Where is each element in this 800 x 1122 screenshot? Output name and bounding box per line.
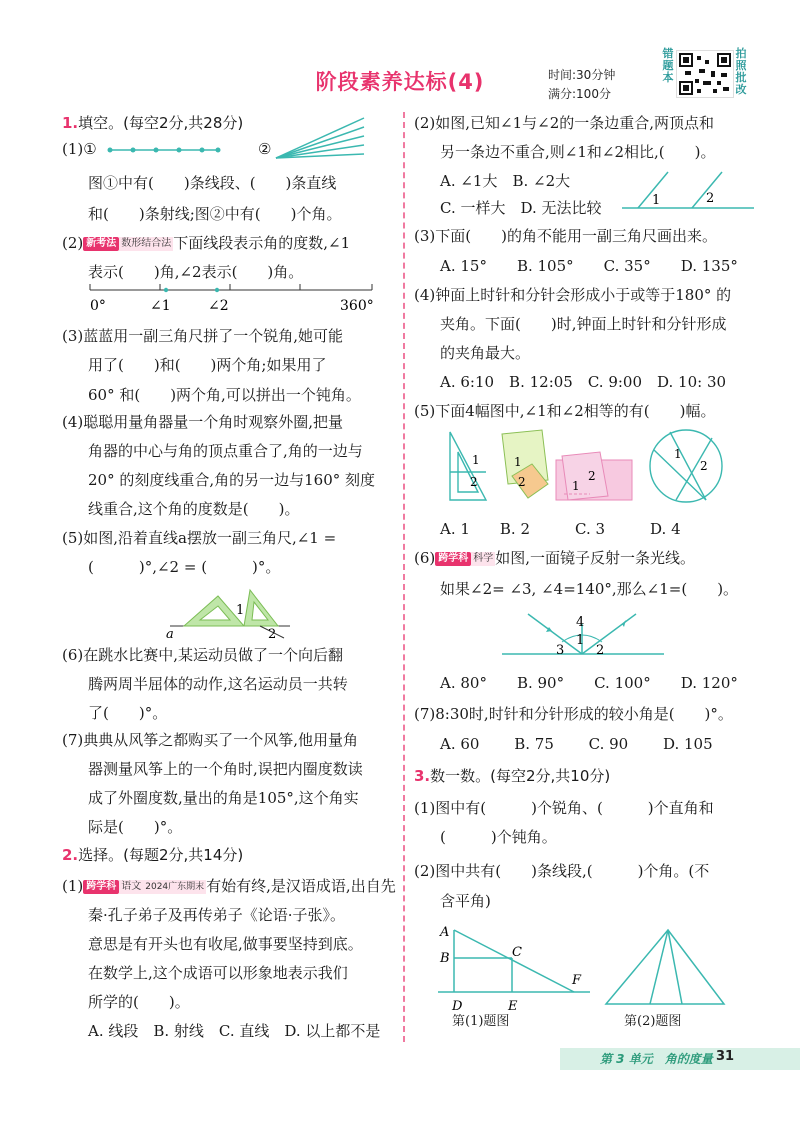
axis-label-angle1: ∠1 [150, 298, 171, 314]
c2-angles-figure [618, 166, 758, 212]
page-title: 阶段素养达标(4) [315, 70, 485, 94]
d2-text-2: 含平角) [440, 892, 491, 910]
q6-text-2: 腾两周半屈体的动作,这名运动员一共转 [88, 675, 348, 693]
d2-figure-caption: 第(2)题图 [624, 1014, 682, 1029]
axis-label-angle2: ∠2 [208, 298, 229, 314]
time-limit: 时间:30分钟 [548, 68, 616, 82]
q4-text-3: 20° 的刻度线重合,角的另一边与160° 刻度 [88, 471, 376, 489]
c2-text-4: C. 一样大 D. 无法比较 [440, 199, 602, 217]
svg-text:1: 1 [576, 633, 585, 648]
c2-text-3: A. ∠1大 B. ∠2大 [440, 172, 571, 190]
d1-text-2: ( )个钝角。 [440, 828, 557, 846]
svg-text:2: 2 [268, 627, 277, 642]
section-1-heading: 1.填空。(每空2分,共28分) [62, 114, 244, 132]
c3-text-1: (3)下面( )的角不能用一副三角尺画出来。 [414, 227, 717, 245]
q4-text-4: 线重合,这个角的度数是( )。 [88, 500, 300, 518]
q6-text-1: (6)在跳水比赛中,某运动员做了一个向后翻 [62, 646, 344, 664]
exam-meta [548, 66, 615, 104]
qr-code-icon[interactable] [676, 50, 734, 98]
c4-text-1: (4)钟面上时针和分针会形成小于或等于180° 的 [414, 286, 732, 304]
svg-text:F: F [572, 973, 582, 988]
q4-text-1: (4)聪聪用量角器量一个角时观察外圈,把量 [62, 413, 344, 431]
cross-subject-badge: 跨学科 [435, 552, 471, 566]
page-number: 31 [716, 1049, 735, 1064]
q1-label-2: ② [258, 140, 272, 158]
q1-label-1: (1)① [62, 140, 97, 158]
q2-text-2: 表示( )角,∠2表示( )角。 [88, 263, 304, 281]
q5-triangle-rulers-figure [164, 584, 294, 642]
q7-text-1: (7)典典从风筝之都购买了一个风筝,他用量角 [62, 731, 359, 749]
d1-text-1: (1)图中有( )个锐角、( )个直角和 [414, 799, 714, 817]
section-2-heading: 2.选择。(每题2分,共14分) [62, 846, 244, 864]
svg-text:1: 1 [472, 453, 480, 467]
svg-text:3: 3 [556, 643, 565, 658]
d2-text-1: (2)图中共有( )条线段,( )个角。(不 [414, 862, 710, 880]
c4-options: A. 6:10 B. 12:05 C. 9:00 D. 10: 30 [440, 373, 727, 391]
c3-options: A. 15° B. 105° C. 35° D. 135° [440, 257, 738, 275]
c5-four-figures [444, 428, 744, 508]
c5-options: A. 1 B. 2 C. 3 D. 4 [440, 520, 681, 538]
q3-text-3: 60° 和( )两个角,可以拼出一个钝角。 [88, 386, 361, 404]
c4-text-2: 夹角。下面( )时,钟面上时针和分针形成 [440, 315, 727, 333]
q1-text-2: 和( )条射线;图②中有( )个角。 [88, 205, 342, 223]
q1-figure-line [104, 140, 224, 160]
svg-text:4: 4 [576, 615, 585, 630]
c1-text-5: 所学的( )。 [88, 993, 190, 1011]
q6-text-3: 了( )°。 [88, 704, 168, 722]
unit-label: 第 3 单元 角的度量 [600, 1052, 713, 1066]
cross-subject-badge: 跨学科 [83, 880, 119, 894]
q7-text-4: 际是( )°。 [88, 818, 183, 836]
c5-text-1: (5)下面4幅图中,∠1和∠2相等的有( )幅。 [414, 402, 716, 420]
c6-mirror-figure [498, 604, 668, 660]
c2-text-1: (2)如图,已知∠1与∠2的一条边重合,两顶点和 [414, 114, 715, 132]
svg-text:1: 1 [236, 603, 245, 618]
c6-options: A. 80° B. 90° C. 100° D. 120° [440, 674, 738, 692]
svg-text:C: C [512, 945, 522, 960]
svg-text:2: 2 [700, 459, 708, 473]
svg-text:1: 1 [652, 193, 661, 208]
svg-text:D: D [452, 999, 463, 1014]
q2-line-1: (2) 新考法 数形结合法 下面线段表示角的度数,∠1 [62, 234, 351, 252]
c6-text-2: 如果∠2= ∠3, ∠4=140°,那么∠1=( )。 [440, 580, 739, 598]
q7-text-2: 器测量风筝上的一个角时,误把内圈度数读 [88, 760, 363, 778]
d1-figure-caption: 第(1)题图 [452, 1014, 510, 1029]
c4-text-3: 的夹角最大。 [440, 344, 531, 362]
q7-text-3: 成了外圈度数,量出的角是105°,这个角实 [88, 789, 359, 807]
q1-figure-rays [272, 116, 368, 162]
c1-text-2: 秦·孔子弟子及再传弟子《论语·子张》。 [88, 906, 346, 924]
c1-options: A. 线段 B. 射线 C. 直线 D. 以上都不是 [88, 1022, 381, 1040]
q5-text-2: ( )°,∠2 = ( )°。 [88, 558, 281, 576]
c1-text-3: 意思是有开头也有收尾,做事要坚持到底。 [88, 935, 363, 953]
svg-text:a: a [166, 627, 174, 642]
new-method-badge: 新考法 [83, 237, 119, 251]
c7-options: A. 60 B. 75 C. 90 D. 105 [440, 735, 713, 753]
q3-text-1: (3)蓝蓝用一副三角尺拼了一个锐角,她可能 [62, 327, 344, 345]
svg-text:2: 2 [588, 469, 596, 483]
c6-line-1: (6) 跨学科 科学 如图,一面镜子反射一条光线。 [414, 549, 696, 567]
axis-label-360: 360° [340, 298, 374, 314]
c1-text-4: 在数学上,这个成语可以形象地表示我们 [88, 964, 348, 982]
c1-line-1: (1) 跨学科 语文 2024广东期末 有始有终,是汉语成语,出自先 [62, 877, 396, 895]
photo-grading-tag: 拍照批改 [735, 47, 747, 96]
q1-text-1: 图①中有( )条线段、( )条直线 [88, 174, 337, 192]
full-score: 满分:100分 [548, 87, 611, 101]
svg-text:E: E [508, 999, 518, 1014]
q4-text-2: 角器的中心与角的顶点重合了,角的一边与 [88, 442, 363, 460]
c7-text-1: (7)8:30时,时针和分针形成的较小角是( )°。 [414, 705, 733, 723]
svg-text:2: 2 [470, 475, 478, 489]
q5-text-1: (5)如图,沿着直线a摆放一副三角尺,∠1 = [62, 529, 337, 547]
q3-text-2: 用了( )和( )两个角;如果用了 [88, 356, 327, 374]
section-3-heading: 3.数一数。(每空2分,共10分) [414, 767, 611, 785]
svg-text:1: 1 [674, 447, 682, 461]
svg-text:1: 1 [514, 455, 522, 469]
svg-text:B: B [440, 951, 450, 966]
mistake-book-tag: 错题本 [662, 47, 674, 84]
svg-text:2: 2 [706, 191, 715, 206]
svg-text:2: 2 [596, 643, 605, 658]
d2-figure [602, 926, 728, 1006]
svg-text:1: 1 [572, 479, 580, 493]
q2-degree-axis [86, 280, 376, 320]
axis-label-0: 0° [90, 298, 106, 314]
svg-text:A: A [440, 925, 450, 940]
c2-text-2: 另一条边不重合,则∠1和∠2相比,( )。 [440, 143, 716, 161]
svg-text:2: 2 [518, 475, 526, 489]
column-divider [403, 112, 405, 1042]
